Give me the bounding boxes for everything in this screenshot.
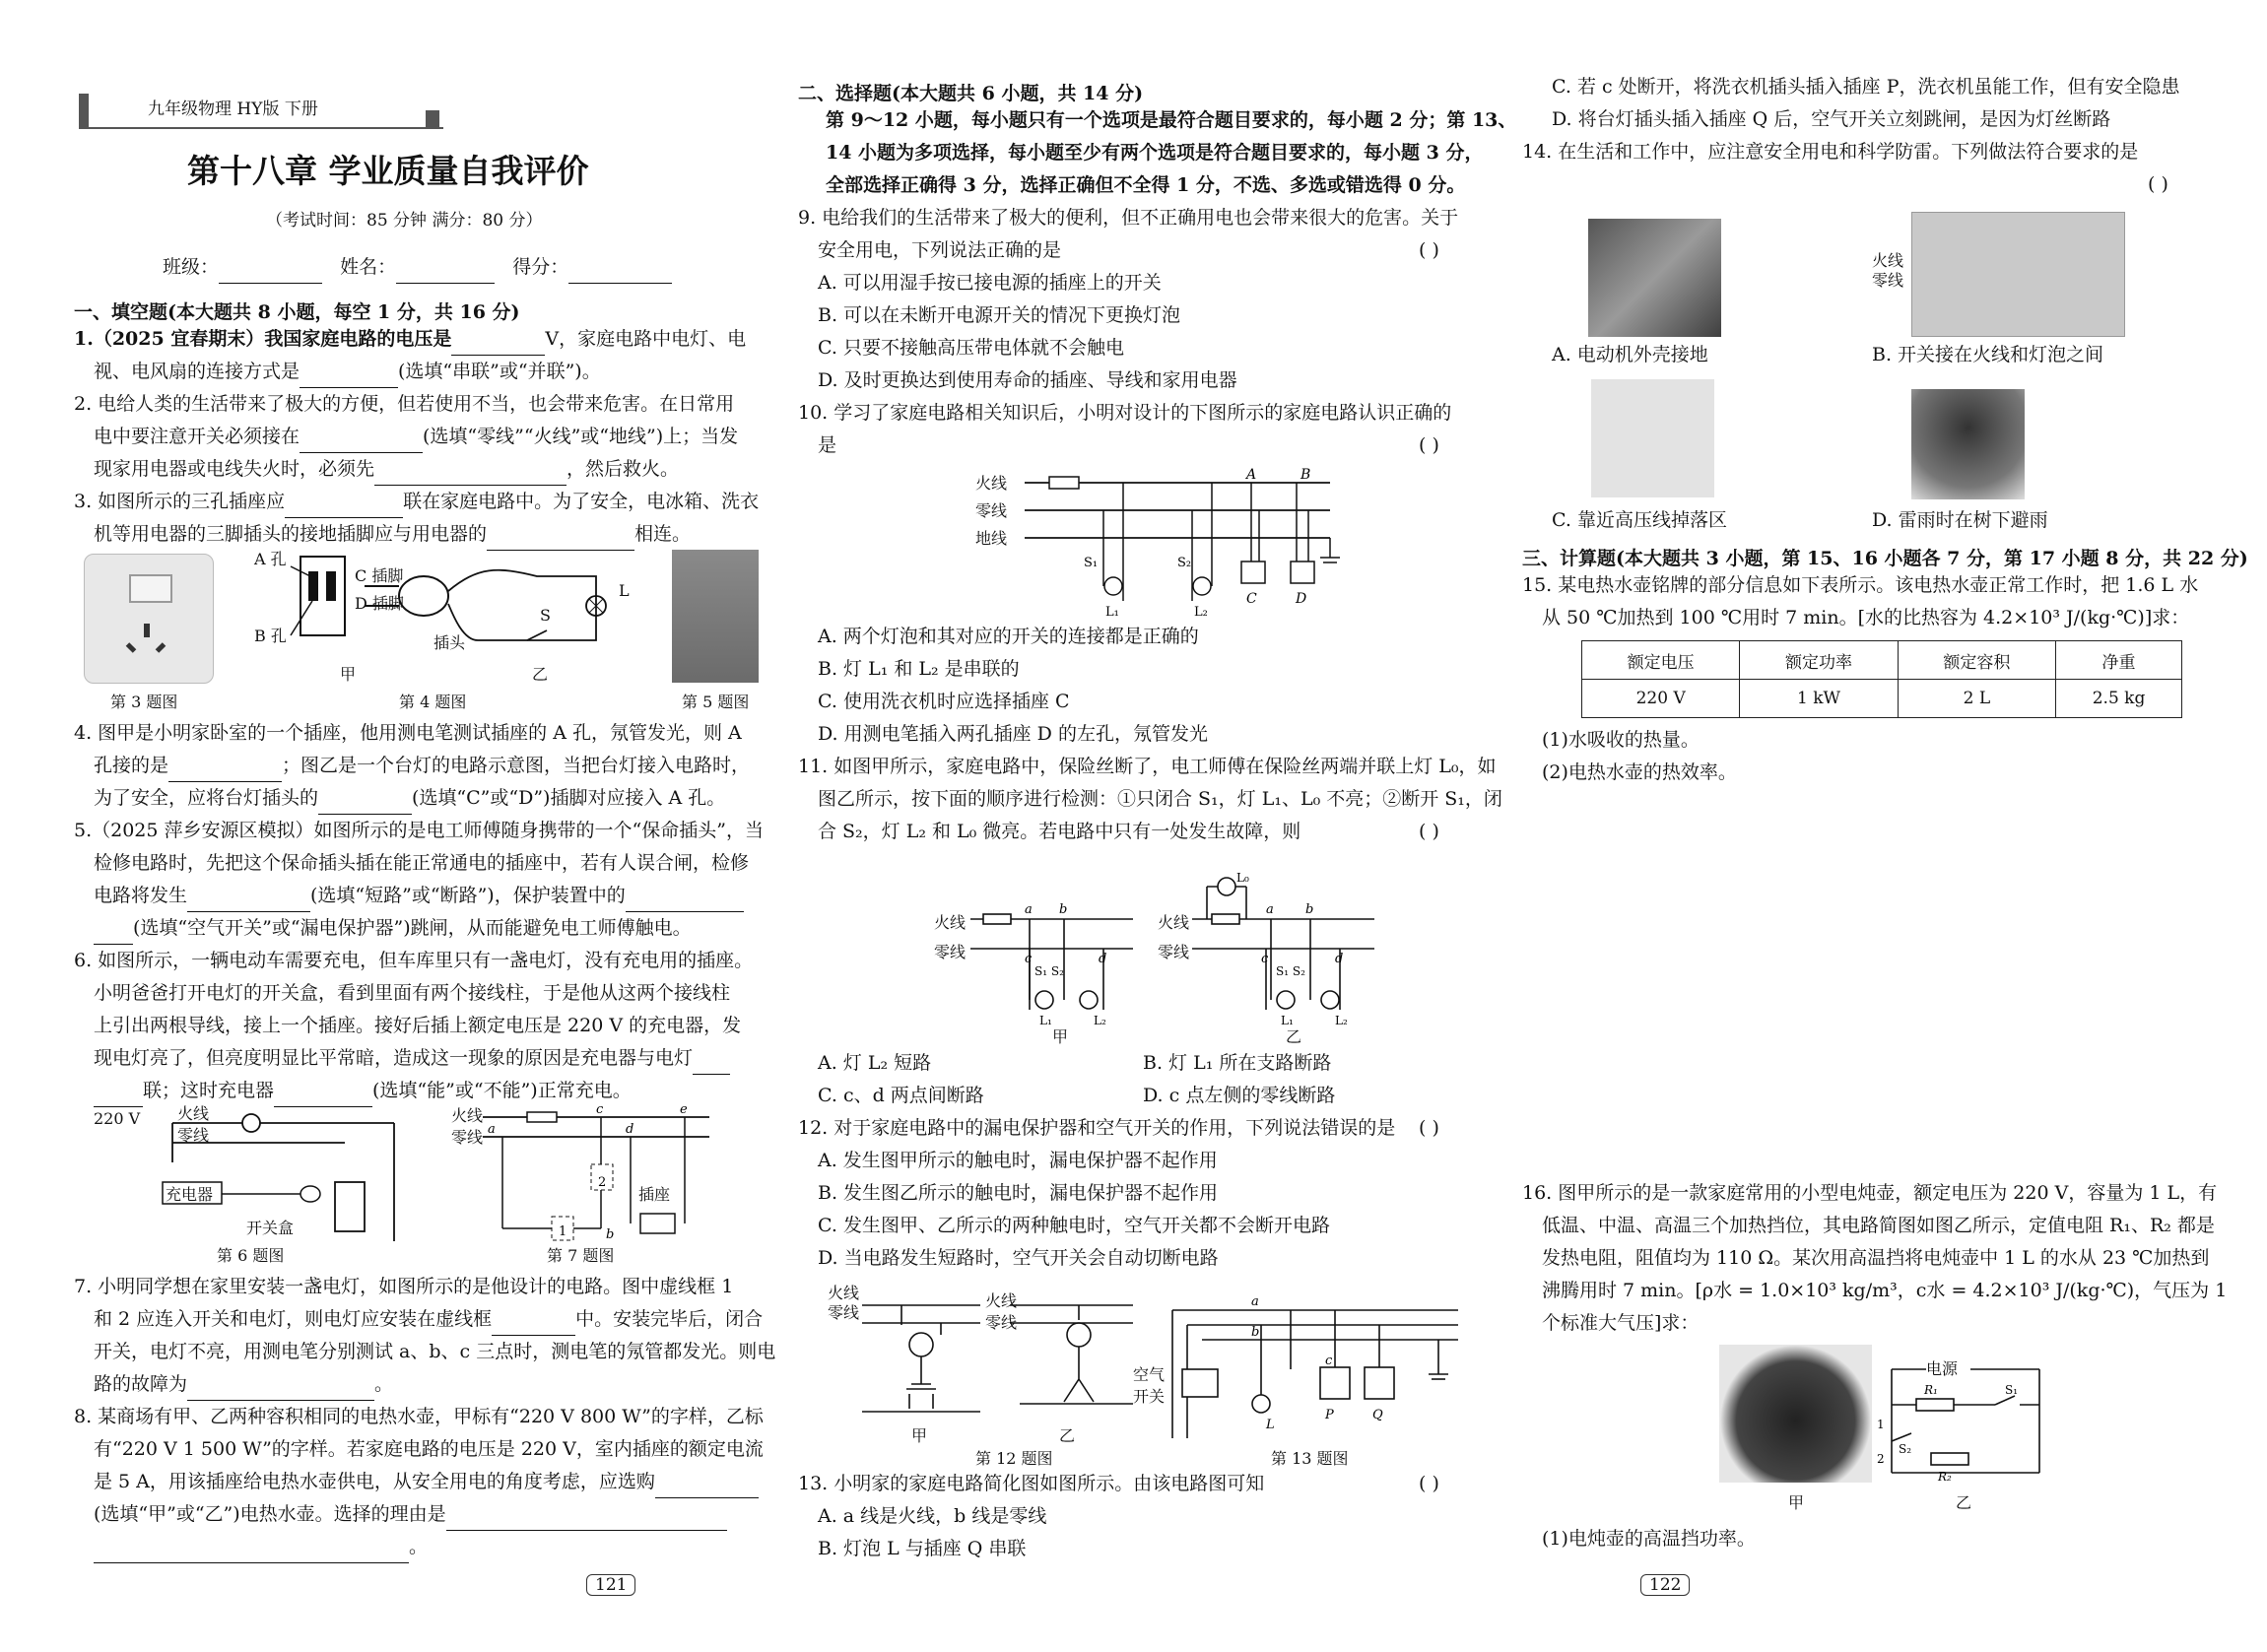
fig10-dixian: 地线 (975, 529, 1008, 548)
q1-blank2[interactable] (300, 367, 398, 388)
fuse (527, 1112, 557, 1122)
q11-answer[interactable]: ( ) (1419, 821, 1439, 842)
student-info (163, 251, 672, 284)
q9-option-c[interactable]: C. 只要不接触高压带电体就不会触电 (818, 337, 1124, 359)
q4-line3: 为了安全，应将台灯插头的 (选填“C”或“D”)插脚对应接入 A 孔。 (94, 782, 725, 815)
svg-text:2: 2 (598, 1175, 607, 1190)
q11-option-b[interactable]: B. 灯 L₁ 所在支路断路 (1143, 1052, 1332, 1074)
fig5-caption: 第 5 题图 (682, 693, 750, 711)
svg-text:a: a (1251, 1294, 1259, 1309)
svg-text:S₂: S₂ (1899, 1442, 1912, 1456)
q14-stem: 14. 在生活和工作中，应注意安全用电和科学防雷。下列做法符合要求的是 (1522, 141, 2139, 163)
svg-text:L₁: L₁ (1105, 605, 1119, 620)
q13-option-c[interactable]: C. 若 c 处断开，将洗衣机插头插入插座 P，洗衣机虽能工作，但有安全隐患 (1552, 76, 2180, 98)
q12-option-a[interactable]: A. 发生图甲所示的触电时，漏电保护器不起作用 (818, 1150, 1218, 1171)
svg-text:b: b (606, 1227, 615, 1242)
fig7-huoxian: 火线 (451, 1106, 484, 1125)
q14-option-b[interactable]: B. 开关接在火线和灯泡之间 (1872, 344, 2104, 365)
fig7-socket: 插座 (638, 1185, 671, 1204)
q13-option-a[interactable]: A. a 线是火线，b 线是零线 (818, 1505, 1047, 1527)
q13-option-b[interactable]: B. 灯泡 L 与插座 Q 串联 (818, 1538, 1027, 1559)
svg-text:L₁: L₁ (1281, 1014, 1294, 1027)
q4-line2: 孔接的是 ；图乙是一个台灯的电路示意图，当把台灯接入电路时， (94, 750, 750, 782)
exam-info: （考试时间：85 分钟 满分：80 分） (266, 211, 543, 231)
fig6-caption: 第 6 题图 (217, 1246, 285, 1265)
svg-text:L₁: L₁ (1039, 1014, 1052, 1027)
fig13-diagram (1143, 1290, 1468, 1438)
switch-wiring-photo (1911, 212, 2125, 337)
q2-line1: 2. 电给人类的生活带来了极大的方便，但若使用不当，也会带来危害。在日常用 (74, 393, 735, 415)
table-cell: 1 kW (1740, 680, 1898, 718)
motor-photo (1588, 219, 1721, 337)
svg-text:Q: Q (1372, 1408, 1383, 1422)
label-b-hole: B 孔 (254, 627, 287, 645)
q6-blank1[interactable] (693, 1054, 730, 1075)
svg-text:B: B (1300, 467, 1311, 483)
fig16-jia: 甲 (1788, 1493, 1805, 1512)
q13-option-d[interactable]: D. 将台灯插头插入插座 Q 后，空气开关立刻跳闸，是因为灯丝断路 (1552, 108, 2111, 130)
svg-text:1: 1 (1877, 1418, 1885, 1431)
header-tab (426, 110, 439, 128)
page-number-122: 122 (1640, 1574, 1690, 1596)
label-plug: 插头 (433, 633, 466, 652)
q14b-lingxian: 零线 (1872, 271, 1904, 290)
class-label: 班级： (163, 256, 220, 278)
svg-text:2: 2 (1877, 1452, 1885, 1466)
svg-text:L₀: L₀ (1236, 871, 1249, 885)
table-header: 额定电压 (1582, 641, 1740, 680)
s2-intro2: 14 小题为多项选择，每小题至少有两个选项是符合题目要求的，每小题 3 分， (826, 142, 1484, 164)
q7-blank1[interactable] (492, 1315, 575, 1336)
fig11-jia-lingxian: 零线 (934, 943, 967, 961)
q8-blank2[interactable] (446, 1510, 727, 1531)
name-field[interactable] (396, 263, 495, 284)
q8-blank3[interactable] (94, 1543, 409, 1563)
q7-blank2[interactable] (187, 1380, 374, 1401)
page-number-121: 121 (586, 1574, 635, 1596)
q7-line4: 路的故障为 。 (94, 1368, 393, 1401)
svg-text:b: b (1059, 902, 1068, 917)
fig12-diagram (823, 1276, 1138, 1419)
svg-text:S₁: S₁ (2005, 1383, 2019, 1397)
svg-text:a: a (488, 1122, 496, 1137)
q4-blank2[interactable] (318, 794, 412, 815)
q11-option-d[interactable]: D. c 点左侧的零线断路 (1143, 1085, 1336, 1106)
fig13-caption: 第 13 题图 (1271, 1449, 1349, 1468)
q3-line2: 机等用电器的三脚插头的接地插脚应与用电器的 相连。 (94, 518, 691, 551)
fig11-yi: 乙 (1286, 1027, 1302, 1046)
q9-stem2: 安全用电，下列说法正确的是 (818, 239, 1062, 261)
q11-stem2: 图乙所示，按下面的顺序进行检测：①只闭合 S₁，灯 L₁、L₀ 不亮；②断开 S₁，闭 (818, 788, 1502, 810)
q15-stem2: 从 50 ℃加热到 100 ℃用时 7 min。[水的比热容为 4.2×10³ J/(kg·℃)]求： (1542, 607, 2190, 628)
fig4-caption: 第 4 题图 (399, 693, 467, 711)
fig10-diagram (975, 463, 1369, 621)
table-header: 净重 (2056, 641, 2182, 680)
svg-text:c: c (1325, 1354, 1333, 1368)
fig12-yi-huoxian: 火线 (985, 1291, 1018, 1310)
label-c-pin: C 插脚 (355, 566, 404, 585)
fig13-kongqi: 空气 (1133, 1365, 1166, 1384)
svg-text:L: L (1266, 1418, 1275, 1432)
q3-blank1[interactable] (285, 497, 403, 518)
wall-socket-photo (84, 554, 214, 684)
q8-line3: 是 5 A，用该插座给电热水壶供电，从安全用电的角度考虑，应选购 (94, 1466, 759, 1498)
socket-hole-right (156, 642, 167, 653)
q10-stem2: 是 (818, 434, 837, 456)
q10-option-d[interactable]: D. 用测电笔插入两孔插座 D 的左孔，氖管发光 (818, 723, 1208, 745)
score-label: 得分： (512, 256, 569, 278)
q11-option-a[interactable]: A. 灯 L₂ 短路 (818, 1052, 932, 1074)
fig12-jia-lingxian: 零线 (828, 1303, 860, 1322)
q8-line1: 8. 某商场有甲、乙两种容积相同的电热水壶，甲标有“220 V 800 W”的字样，乙标 (74, 1406, 764, 1427)
q12-option-d[interactable]: D. 当电路发生短路时，空气开关会自动切断电路 (818, 1247, 1219, 1269)
q2-line2: 电中要注意开关必须接在 (选填“零线”“火线”或“地线”)上；当发 (94, 421, 738, 453)
fig13-kaiguan: 开关 (1133, 1387, 1166, 1406)
label-a-hole: A 孔 (254, 550, 287, 568)
fig7-lingxian: 零线 (451, 1128, 484, 1147)
q5-line3: 电路将发生 (选填“短路”或“断路”)，保护装置中的 (94, 880, 744, 912)
q6-line1: 6. 如图所示，一辆电动车需要充电，但车库里只有一盏电灯，没有充电用的插座。 (74, 950, 754, 971)
q5-line4: (选填“空气开关”或“漏电保护器”)跳闸，从而能避免电工师傅触电。 (94, 912, 692, 945)
svg-text:b: b (1305, 902, 1314, 917)
svg-text:C: C (1246, 591, 1257, 607)
svg-text:S₂: S₂ (1177, 556, 1192, 570)
fig3-caption: 第 3 题图 (110, 693, 178, 711)
q7-line3: 开关，电灯不亮，用测电笔分别测试 a、b、c 三点时，测电笔的氖管都发光。则电 (94, 1341, 776, 1362)
svg-text:L₂: L₂ (1094, 1014, 1106, 1027)
q4-line1: 4. 图甲是小明家卧室的一个插座，他用测电笔测试插座的 A 孔，氖管发光，则 A (74, 722, 742, 744)
svg-text:D: D (1296, 591, 1307, 607)
q9-option-b[interactable]: B. 可以在未断开电源开关的情况下更换灯泡 (818, 304, 1181, 326)
socket-outline (300, 557, 345, 635)
q14-option-a[interactable]: A. 电动机外壳接地 (1552, 344, 1708, 365)
fig4-jia: 甲 (340, 665, 357, 684)
q16-stem1: 16. 图甲所示的是一款家庭常用的小型电炖壶，额定电压为 220 V，容量为 1 L，有 (1522, 1182, 2218, 1204)
svg-text:a: a (1025, 902, 1033, 917)
svg-text:A: A (1246, 467, 1257, 483)
fig10-huoxian: 火线 (975, 474, 1008, 493)
q16-part1: (1)电炖壶的高温挡功率。 (1542, 1528, 1756, 1550)
fig11-jia-huoxian: 火线 (934, 913, 967, 932)
label-d-pin: D 插脚 (355, 594, 404, 613)
svg-text:a: a (1266, 902, 1274, 917)
q5-line1: 5.（2025 萍乡安源区模拟）如图所示的是电工师傅随身携带的一个“保命插头”，当 (74, 820, 764, 841)
q15-part2: (2)电热水壶的热效率。 (1542, 761, 1737, 783)
q9-answer[interactable]: ( ) (1419, 239, 1439, 261)
series-label: 九年级物理 HY版 下册 (148, 99, 318, 119)
table-header: 额定功率 (1740, 641, 1898, 680)
fig11-yi-huoxian: 火线 (1158, 913, 1190, 932)
q14b-huoxian: 火线 (1872, 251, 1904, 270)
q16-stem5: 个标准大气压]求： (1542, 1312, 1700, 1334)
svg-text:e: e (680, 1105, 688, 1117)
lamp-wire (448, 570, 596, 640)
svg-text:S₁: S₁ (1084, 556, 1099, 570)
q6-line3: 上引出两根导线，接上一个插座。接好后插上额定电压是 220 V 的充电器，发 (94, 1015, 742, 1036)
section-1-title: 一、填空题(本大题共 8 小题，每空 1 分，共 16 分) (74, 301, 520, 323)
q12-stem: 12. 对于家庭电路中的漏电保护器和空气开关的作用，下列说法错误的是 (798, 1117, 1396, 1139)
safety-plug-photo (672, 550, 759, 683)
fig10-fuse (1049, 477, 1079, 489)
q13-answer[interactable]: ( ) (1419, 1473, 1439, 1494)
fig6-lingxian: 零线 (177, 1126, 210, 1145)
q14-option-d[interactable]: D. 雷雨时在树下避雨 (1872, 509, 2048, 531)
q6-line2: 小明爸爸打开电灯的开关盒，看到里面有两个接线柱，于是他从这两个接线柱 (94, 982, 731, 1004)
q2-blank1[interactable] (300, 432, 423, 453)
q8-line5: 。 (94, 1531, 428, 1563)
fig6-lamp (242, 1114, 260, 1132)
q15-stem1: 15. 某电热水壶铭牌的部分信息如下表所示。该电热水壶正常工作时，把 1.6 L 水 (1522, 574, 2199, 596)
svg-text:c: c (1025, 952, 1033, 966)
svg-text:c: c (596, 1105, 604, 1117)
table-header: 额定容积 (1898, 641, 2055, 680)
fig7-caption: 第 7 题图 (547, 1246, 615, 1265)
name-label: 姓名： (340, 256, 397, 278)
svg-text:1: 1 (559, 1224, 567, 1239)
section-2-title: 二、选择题(本大题共 6 小题，共 14 分) (798, 83, 1144, 104)
table-cell: 2 L (1898, 680, 2055, 718)
q2-line3: 现家用电器或电线失火时，必须先 ，然后救火。 (94, 453, 679, 486)
s2-intro3: 全部选择正确得 3 分，选择正确但不全得 1 分，不选、多选或错选得 0 分。 (826, 174, 1466, 196)
fig6-220v: 220 V (94, 1109, 141, 1128)
q3-line1: 3. 如图所示的三孔插座应 联在家庭电路中。为了安全，电冰箱、洗衣 (74, 486, 759, 518)
q4-blank1[interactable] (168, 761, 282, 782)
q8-line4: (选填“甲”或“乙”)电热水壶。选择的理由是 (94, 1498, 727, 1531)
svg-text:R₂: R₂ (1938, 1470, 1952, 1483)
page-title: 第十八章 学业质量自我评价 (187, 152, 589, 190)
q9-option-d[interactable]: D. 及时更换达到使用寿命的插座、导线和家用电器 (818, 369, 1237, 391)
fig11-jia: 甲 (1052, 1027, 1069, 1046)
fig16-yi: 乙 (1956, 1493, 1972, 1512)
svg-text:P: P (1325, 1408, 1334, 1422)
switch-s (527, 630, 547, 640)
fig16-power-label: 电源 (1926, 1359, 1959, 1378)
fig12-jia-huoxian: 火线 (828, 1284, 860, 1302)
tree-lightning-photo (1911, 389, 2025, 499)
q15-part1: (1)水吸收的热量。 (1542, 729, 1700, 751)
fig12-yi: 乙 (1059, 1426, 1076, 1445)
fig12-caption: 第 12 题图 (975, 1449, 1053, 1468)
q9-option-a[interactable]: A. 可以用湿手按已接电源的插座上的开关 (818, 272, 1162, 294)
svg-text:d: d (1335, 952, 1344, 966)
high-voltage-photo (1591, 379, 1714, 497)
kettle-spec-table (1581, 640, 2182, 718)
q10-option-a[interactable]: A. 两个灯泡和其对应的开关的连接都是正确的 (818, 626, 1199, 647)
q14-answer[interactable]: ( ) (2148, 173, 2168, 195)
socket-hole-top (144, 624, 150, 637)
q9-stem1: 9. 电给我们的生活带来了极大的便利，但不正确用电也会带来很大的危害。关于 (798, 207, 1459, 229)
q14-option-c[interactable]: C. 靠近高压线掉落区 (1552, 509, 1727, 531)
svg-text:d: d (1099, 952, 1107, 966)
q7-line1: 7. 小明同学想在家里安装一盏电灯，如图所示的是他设计的电路。图中虚线框 1 (74, 1276, 734, 1297)
socket-hole-left (126, 642, 137, 653)
table-cell: 220 V (1582, 680, 1740, 718)
q16-stem3: 发热电阻，阻值均为 110 Ω。某次用高温挡将电炖壶中 1 L 的水从 23 ℃加热到 (1542, 1247, 2210, 1269)
socket-switch (129, 574, 172, 603)
q11-stem3: 合 S₂，灯 L₂ 和 L₀ 微亮。若电路中只有一处发生故障，则 (818, 821, 1301, 842)
label-s: S (540, 606, 551, 625)
fig4-yi: 乙 (532, 665, 549, 684)
q8-blank1[interactable] (655, 1478, 759, 1498)
fig12-yi-lingxian: 零线 (985, 1313, 1018, 1332)
svg-text:S₁ S₂: S₁ S₂ (1034, 964, 1064, 978)
socket-symbol (640, 1214, 675, 1233)
table-row (1582, 680, 2182, 718)
q1-blank1[interactable] (451, 335, 545, 356)
plug-body (399, 576, 448, 616)
section-3-title: 三、计算题(本大题共 3 小题，第 15、16 小题各 7 分，第 17 小题 8 分，共 22 分) (1522, 548, 2248, 569)
q10-stem1: 10. 学习了家庭电路相关知识后，小明对设计的下图所示的家庭电路认识正确的 (798, 402, 1452, 424)
q10-option-b[interactable]: B. 灯 L₁ 和 L₂ 是串联的 (818, 658, 1020, 680)
q2-blank2[interactable] (374, 465, 567, 486)
svg-text:c: c (1261, 952, 1269, 966)
q5-blank1[interactable] (187, 892, 310, 912)
q12-answer[interactable]: ( ) (1419, 1117, 1439, 1139)
fig7-diagram (453, 1105, 719, 1243)
table-header-row (1582, 641, 2182, 680)
q16-stem4: 沸腾用时 7 min。[ρ水 = 1.0×10³ kg/m³，c水 = 4.2×10³ J/(kg·℃)，气压为 1 (1542, 1280, 2228, 1301)
q11-stem1: 11. 如图甲所示，家庭电路中，保险丝断了，电工师傅在保险丝两端并联上灯 L₀，如 (798, 756, 1497, 777)
q1-line1: 1.（2025 宜春期末）我国家庭电路的电压是 V，家庭电路中电灯、电 (74, 323, 746, 356)
score-field[interactable] (568, 263, 672, 284)
s2-intro1: 第 9～12 小题，每小题只有一个选项是最符合题目要求的，每小题 2 分；第 13、 (826, 109, 1517, 131)
label-l: L (619, 581, 630, 600)
q6-line5: 联；这时充电器 (选填“能”或“不能”)正常充电。 (94, 1075, 632, 1107)
svg-text:R₁: R₁ (1924, 1383, 1938, 1397)
table-cell: 2.5 kg (2056, 680, 2182, 718)
q11-option-c[interactable]: C. c、d 两点间断路 (818, 1085, 984, 1106)
q10-option-c[interactable]: C. 使用洗衣机时应选择插座 C (818, 691, 1070, 712)
fig10-lingxian: 零线 (975, 501, 1008, 520)
svg-text:d: d (626, 1122, 634, 1137)
q6-line4: 现电灯亮了，但亮度明显比平常暗，造成这一现象的原因是充电器与电灯 (94, 1042, 730, 1075)
q1-line2: 视、电风扇的连接方式是 (选填“串联”或“并联”)。 (94, 356, 601, 388)
fig6-switchbox: 开关盒 (246, 1219, 295, 1237)
q10-answer[interactable]: ( ) (1419, 434, 1439, 456)
fig16-circuit (1877, 1355, 2054, 1483)
svg-text:L₂: L₂ (1335, 1014, 1348, 1027)
svg-text:b: b (1251, 1325, 1260, 1340)
fig11-yi-lingxian: 零线 (1158, 943, 1190, 961)
q5-line2: 检修电路时，先把这个保命插头插在能正常通电的插座中，若有人误合闸，检修 (94, 852, 750, 874)
fig6-charger: 充电器 (166, 1185, 214, 1204)
stew-pot-photo (1719, 1345, 1872, 1483)
fig12-jia: 甲 (911, 1426, 928, 1445)
switch-box (335, 1182, 365, 1231)
q5-blank2[interactable] (626, 892, 744, 912)
q12-option-c[interactable]: C. 发生图甲、乙所示的两种触电时，空气开关都不会断开电路 (818, 1215, 1330, 1236)
q12-option-b[interactable]: B. 发生图乙所示的触电时，漏电保护器不起作用 (818, 1182, 1219, 1204)
q16-stem2: 低温、中温、高温三个加热挡位，其电路简图如图乙所示，定值电阻 R₁、R₂ 都是 (1542, 1215, 2215, 1236)
svg-text:L₂: L₂ (1194, 605, 1208, 620)
q13-stem: 13. 小明家的家庭电路简化图如图所示。由该电路图可知 (798, 1473, 1265, 1494)
q8-line2: 有“220 V 1 500 W”的字样。若家庭电路的电压是 220 V，室内插座的额定电流 (94, 1438, 764, 1460)
socket-hole-b (326, 571, 336, 601)
svg-text:S₁ S₂: S₁ S₂ (1276, 964, 1305, 978)
q7-line2: 和 2 应连入开关和电灯，则电灯应安装在虚线框 中。安装完毕后，闭合 (94, 1303, 763, 1336)
fig6-huoxian: 火线 (177, 1104, 210, 1123)
class-field[interactable] (219, 263, 322, 284)
